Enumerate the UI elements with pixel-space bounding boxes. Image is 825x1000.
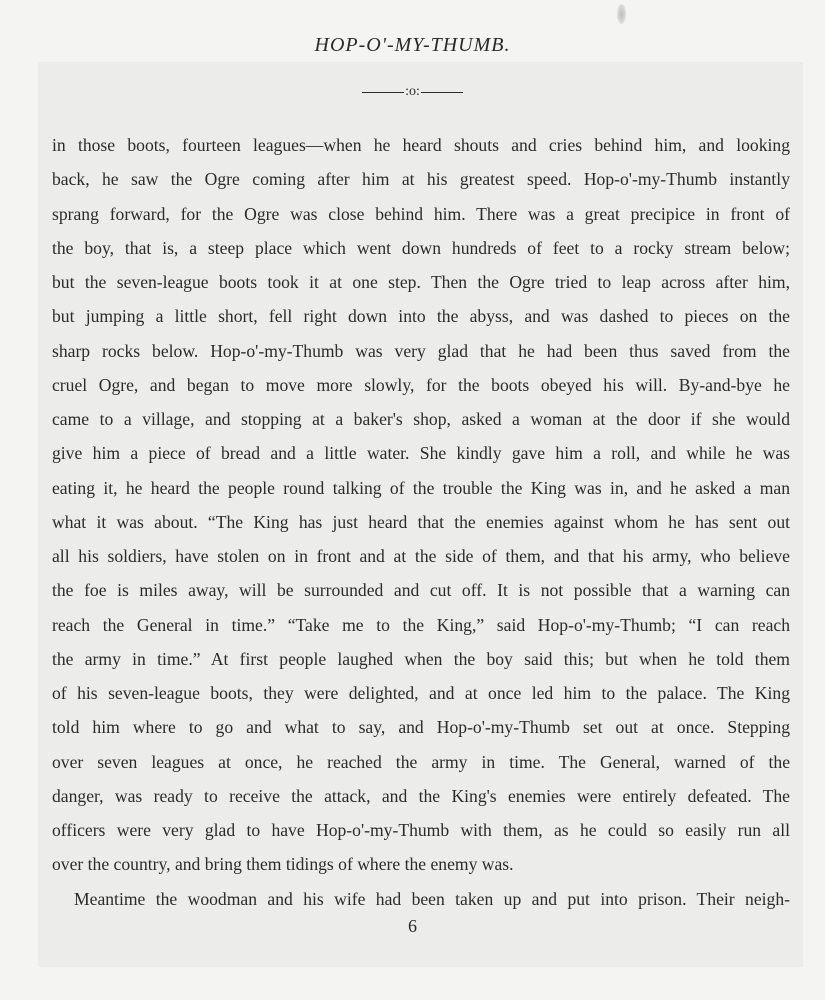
paragraph-start-line: Meantime the woodman and his wife had been taken up and put into prison. Their neigh- (74, 888, 790, 909)
text-line: all his soldiers, have stolen on in front and at the side of them, and that his army, who believe (52, 546, 790, 566)
page-number: 6 (408, 916, 417, 936)
text-line: came to a village, and stopping at a baker's shop, asked a woman at the door if she would (52, 409, 790, 429)
ornament-rule-left (362, 92, 404, 93)
text-line: of his seven-league boots, they were delighted, and at once led him to the palace. The King (52, 683, 790, 703)
text-line: the boy, that is, a steep place which went down hundreds of feet to a rocky stream below; (52, 237, 790, 258)
paper-speck (617, 4, 626, 24)
text-line: sprang forward, for the Ogre was close behind him. There was a great precipice in front of (52, 203, 790, 224)
ornament-mark: :o: (405, 84, 420, 99)
text-line: the foe is miles away, will be surrounded and cut off. It is not possible that a warning can (52, 580, 790, 601)
text-line: sharp rocks below. Hop-o'-my-Thumb was very glad that he had been thus saved from the (52, 340, 790, 361)
text-line: back, he saw the Ogre coming after him at his greatest speed. Hop-o'-my-Thumb instantly (52, 169, 790, 190)
text-line: danger, was ready to receive the attack, and the King's enemies were entirely defeated. The (52, 785, 790, 806)
text-line: officers were very glad to have Hop-o'-my-Thumb with them, as he could so easily run all (52, 820, 790, 840)
text-line: told him where to go and what to say, and Hop-o'-my-Thumb set out at once. Stepping (52, 717, 790, 738)
paragraph-end-line: over the country, and bring them tidings of where the enemy was. (52, 854, 514, 875)
ornament-rule-right (421, 92, 463, 93)
running-head: HOP-O'-MY-THUMB. (314, 34, 511, 56)
text-line: in those boots, fourteen leagues—when he heard shouts and cries behind him, and looking (52, 135, 790, 155)
text-line: cruel Ogre, and began to move more slowly, for the boots obeyed his will. By-and-bye he (52, 374, 790, 395)
text-line: eating it, he heard the people round talking of the trouble the King was in, and he asked a man (52, 477, 790, 498)
text-line: but jumping a little short, fell right down into the abyss, and was dashed to pieces on the (52, 306, 790, 327)
title-ornament (0, 84, 825, 100)
text-line: reach the General in time.” “Take me to the King,” said Hop-o'-my-Thumb; “I can reach (52, 614, 790, 635)
text-line: over seven leagues at once, he reached the army in time. The General, warned of the (52, 751, 790, 772)
body-text (52, 128, 790, 916)
text-line: the army in time.” At first people laughed when the boy said this; but when he told them (52, 648, 790, 669)
text-line: give him a piece of bread and a little water. She kindly gave him a roll, and while he was (52, 443, 790, 464)
text-line: what it was about. “The King has just heard that the enemies against whom he has sent out (52, 511, 790, 532)
text-line: but the seven-league boots took it at one step. Then the Ogre tried to leap across after him, (52, 272, 790, 292)
